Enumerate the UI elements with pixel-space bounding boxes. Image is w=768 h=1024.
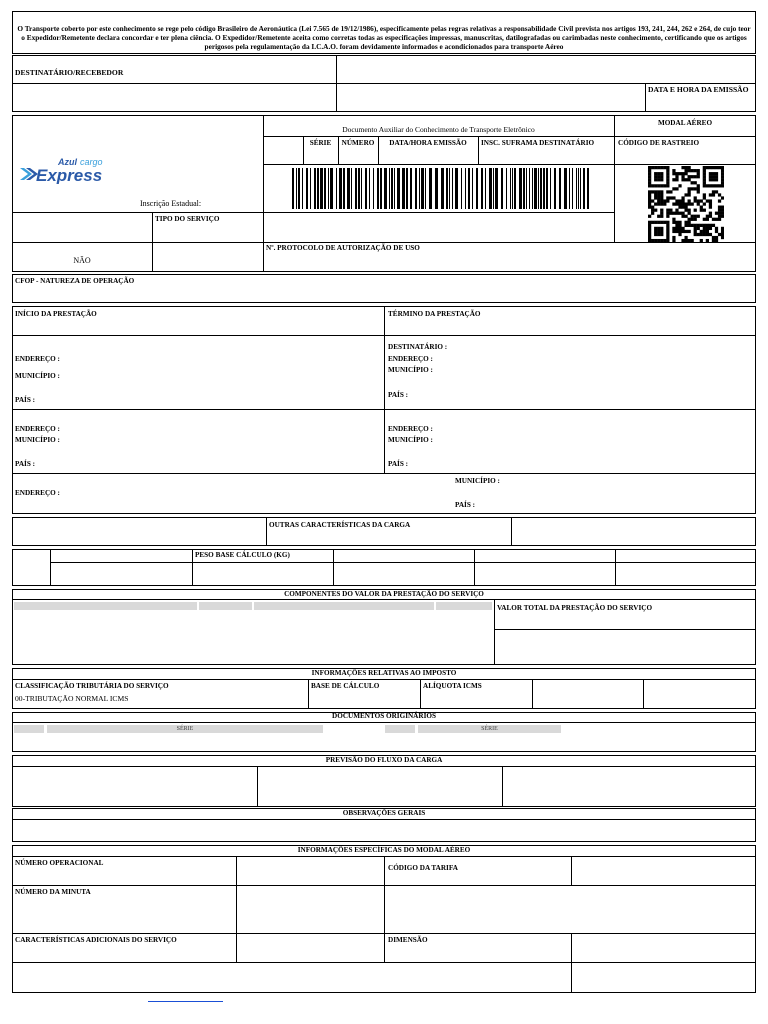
- footer-link-line[interactable]: [148, 1001, 223, 1002]
- modal-aereo-title: INFORMAÇÕES ESPECÍFICAS DO MODAL AÉREO: [297, 846, 471, 854]
- cfop-label: CFOP - NATUREZA DE OPERAÇÃO: [15, 277, 135, 285]
- serie-col-right: SÉRIE: [481, 726, 498, 732]
- expedidor-pais-label: PAÍS :: [15, 460, 36, 468]
- dimensao-label: DIMENSÃO: [388, 936, 428, 944]
- codigo-tarifa-label: CÓDIGO DA TARIFA: [388, 864, 458, 872]
- qr-code-image: [648, 166, 724, 242]
- destinatario-label-2: DESTINATÁRIO :: [388, 343, 448, 351]
- tomador-pais-label: PAÍS :: [455, 501, 476, 509]
- serie-label: SÉRIE: [309, 139, 332, 147]
- componentes-title: COMPONENTES DO VALOR DA PRESTAÇÃO DO SERVIÇO: [284, 590, 484, 598]
- recebedor-endereco-label: ENDEREÇO :: [388, 425, 433, 433]
- legal-notice-text: O Transporte coberto por este conhecimento se rege pelo código Brasileiro de Aeronáutica (Lei 7.565 de 19/12/1986), especificamente pelas regras relativas a responsabilidade Civil prevista nos artigos 193, 241, 244, 262 e 264, de cujo teor o Expedidor/Remetente declara concordar e ter plena ciência. O Expedidor/Remetente aceita como corretas todas as especificações impressas, manuscritas, datilografadas ou carimbadas neste conhecimento, certificando que os artigos perigosos pela regulamentação da I.C.A.O. foram devidamente informados e acondicionados para transporte Aéreo: [17, 24, 751, 51]
- caracteristicas-adicionais-label: CARACTERÍSTICAS ADICIONAIS DO SERVIÇO: [15, 936, 177, 944]
- remetente-municipio-label: MUNICÍPIO :: [15, 372, 60, 380]
- valor-total-label: VALOR TOTAL DA PRESTAÇÃO DO SERVIÇO: [497, 604, 653, 612]
- numero-label: NÚMERO: [341, 139, 375, 147]
- svg-text:Express: Express: [36, 166, 103, 184]
- svg-text:Azul: Azul: [58, 157, 77, 167]
- classificacao-label: CLASSIFICAÇÃO TRIBUTÁRIA DO SERVIÇO: [15, 682, 169, 690]
- protocolo-label: Nº. PROTOCOLO DE AUTORIZAÇÃO DE USO: [266, 244, 420, 252]
- document-title: Documento Auxiliar do Conhecimento de Transporte Eletrônico: [342, 125, 535, 134]
- aliquota-label: ALÍQUOTA ICMS: [423, 682, 482, 690]
- nao-value: NÃO: [73, 256, 91, 265]
- componentes-box: [12, 589, 756, 665]
- numero-operacional-label: NÚMERO OPERACIONAL: [15, 859, 104, 867]
- outras-caracteristicas-label: OUTRAS CARACTERÍSTICAS DA CARGA: [269, 521, 411, 529]
- tomador-endereco-label: ENDEREÇO :: [15, 489, 60, 497]
- peso-base-label: PESO BASE CÁLCULO (KG): [195, 551, 290, 559]
- observacoes-title: OBSERVAÇÕES GERAIS: [342, 809, 426, 817]
- azul-cargo-express-logo: [18, 154, 118, 184]
- modal-label: MODAL AÉREO: [657, 119, 713, 127]
- fluxo-title: PREVISÃO DO FLUXO DA CARGA: [325, 756, 443, 764]
- inicio-prestacao-label: INÍCIO DA PRESTAÇÃO: [15, 310, 97, 318]
- destinatario-pais-label: PAÍS :: [388, 391, 409, 399]
- numero-minuta-label: NÚMERO DA MINUTA: [15, 888, 91, 896]
- inscricao-estadual-label: Inscrição Estadual:: [140, 199, 202, 208]
- documentos-title: DOCUMENTOS ORIGINÁRIOS: [332, 712, 436, 720]
- remetente-pais-label: PAÍS :: [15, 396, 36, 404]
- classificacao-value: 00-TRIBUTAÇÃO NORMAL ICMS: [15, 694, 129, 703]
- codigo-rastreio-label: CÓDIGO DE RASTREIO: [618, 139, 700, 147]
- peso-box: [12, 549, 756, 586]
- base-calculo-label: BASE DE CÁLCULO: [311, 682, 380, 690]
- recebedor-municipio-label: MUNICÍPIO :: [388, 436, 433, 444]
- tomador-municipio-label: MUNICÍPIO :: [455, 477, 500, 485]
- expedidor-endereco-label: ENDEREÇO :: [15, 425, 60, 433]
- remetente-endereco-label: ENDEREÇO :: [15, 355, 60, 363]
- destinatario-municipio-label: MUNICÍPIO :: [388, 366, 433, 374]
- data-hora-emissao-label: DATA E HORA DA EMISSÃO: [648, 85, 749, 94]
- destinatario-endereco-label: ENDEREÇO :: [388, 355, 433, 363]
- termino-prestacao-label: TÉRMINO DA PRESTAÇÃO: [388, 310, 481, 318]
- data-hora-label: DATA/HORA EMISSÃO: [389, 139, 467, 147]
- svg-text:cargo: cargo: [80, 157, 103, 167]
- destinatario-label: DESTINATÁRIO/RECEBEDOR: [15, 68, 124, 77]
- serie-col-left: SÉRIE: [176, 726, 194, 732]
- imposto-title: INFORMAÇÕES RELATIVAS AO IMPOSTO: [311, 669, 457, 677]
- tipo-servico-label: TIPO DO SERVIÇO: [155, 215, 220, 223]
- barcode-image: [292, 168, 590, 209]
- recebedor-pais-label: PAÍS :: [388, 460, 409, 468]
- expedidor-municipio-label: MUNICÍPIO :: [15, 436, 60, 444]
- insc-suframa-label: INSC. SUFRAMA DESTINATÁRIO: [481, 139, 595, 147]
